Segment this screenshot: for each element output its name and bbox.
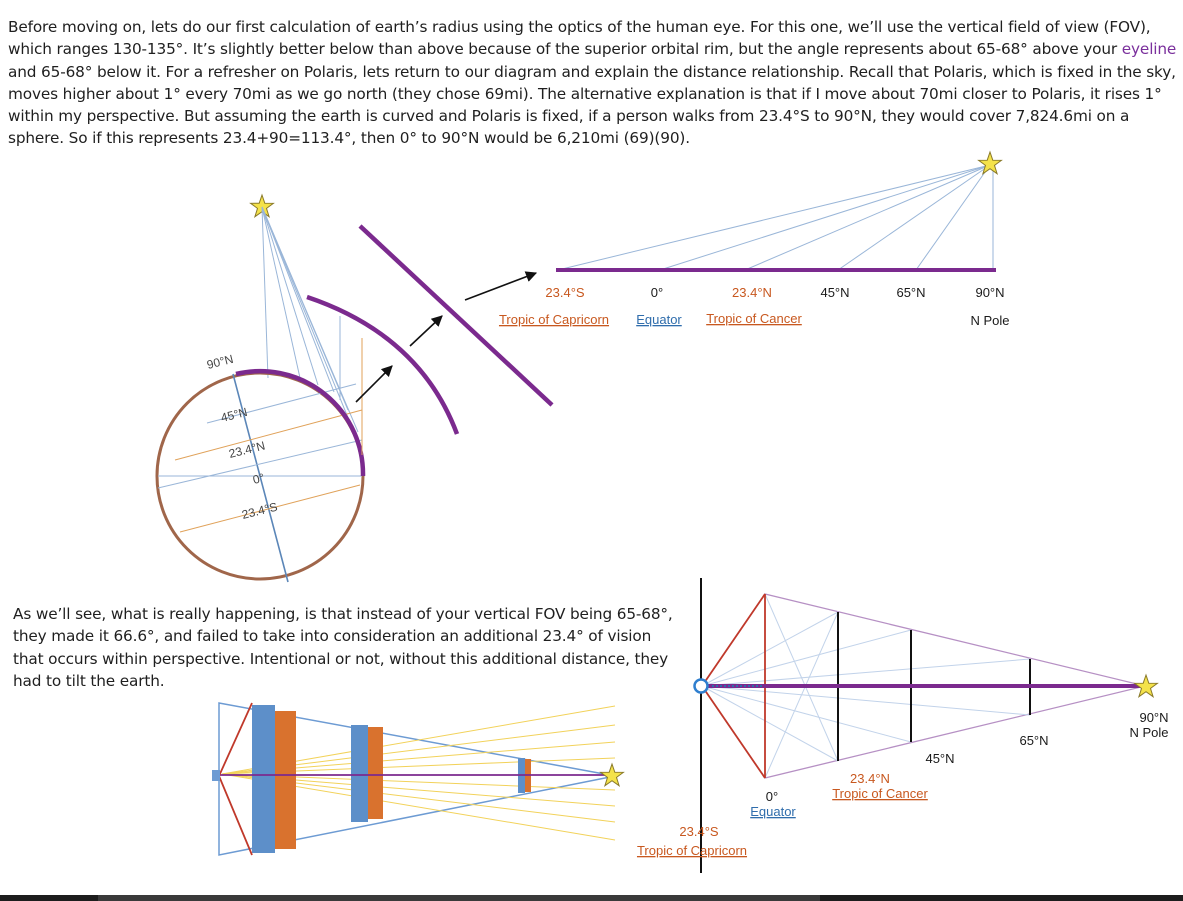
persp-caption-equator: Equator <box>750 804 796 819</box>
persp-label-23n: 23.4°N <box>850 771 890 786</box>
flat-rays <box>558 165 993 270</box>
globe-label-equator: 0° <box>251 470 266 487</box>
flat-lat-90n: 90°N <box>975 285 1005 300</box>
flat-lat-45n: 45°N <box>820 285 850 300</box>
flat-lat-65n: 65°N <box>896 285 926 300</box>
globe-diagram <box>157 195 363 582</box>
column-orange-mid <box>368 727 383 819</box>
eye-polaris-star-icon <box>601 764 624 786</box>
intro-text-after: and 65-68° below it. For a refresher on Polaris, lets return to our diagram and explain the distance relationship. Recall that Polaris, which is fixed in the sky, moves higher about 1° every 70mi as we go north (they chose 69mi). The alternative explanation is that if I move about 70mi closer to Polaris, it rises 1° within my perspective. But assuming the earth is curved and Polaris is fixed, if a person walks from 23.4°S to 90°N, they would cover 7,824.6mi on a sphere. So if this represents 23.4+90=113.4°, then 0° to 90°N would be 6,210mi (69)(90). <box>8 62 1176 148</box>
eye-icon <box>212 770 220 781</box>
column-blue-near <box>252 705 275 853</box>
globe-label-23s: 23.4°S <box>240 499 279 522</box>
conclusion-paragraph: As we’ll see, what is really happening, is that instead of your vertical FOV being 65-68°, they made it 66.6°, and failed to take into consideration an additional 23.4° of vision that occurs within perspective. Intentional or not, without this additional distance, they had to tilt the earth. <box>13 605 673 691</box>
globe-label-23n: 23.4°N <box>227 438 267 461</box>
persp-caption-cancer: Tropic of Cancer <box>832 786 928 801</box>
flat-caption-cancer: Tropic of Cancer <box>706 311 802 326</box>
flat-caption-npole: N Pole <box>970 313 1010 328</box>
flat-caption-capricorn: Tropic of Capricorn <box>498 312 610 327</box>
persp-label-65n: 65°N <box>1019 733 1049 748</box>
eyeline-link[interactable]: eyeline <box>1121 40 1177 59</box>
flat-lat-0: 0° <box>650 285 664 300</box>
flat-caption-equator: Equator <box>636 312 682 327</box>
arrow-1-icon <box>356 366 392 402</box>
globe-label-90n: 90°N <box>205 351 235 372</box>
arrow-3-icon <box>465 273 536 300</box>
perspective-diagram <box>637 578 1169 873</box>
flat-line-diagram <box>499 152 1010 328</box>
bottom-dark-bar <box>0 895 1183 901</box>
persp-label-23s: 23.4°S <box>679 824 719 839</box>
perspective-polaris-star-icon <box>1135 675 1158 697</box>
flat-lat-23n: 23.4°N <box>732 285 772 300</box>
eye-perspective-diagram <box>212 703 623 855</box>
globe-label-45n: 45°N <box>219 404 249 425</box>
persp-label-equator: 0° <box>765 789 779 804</box>
persp-label-90n: 90°N <box>1139 710 1169 725</box>
arrow-2-icon <box>410 316 442 346</box>
intro-text-before: Before moving on, lets do our first calculation of earth’s radius using the optics of the human eye. For this one, we’ll use the vertical field of view (FOV), which ranges 130-135°. It’s slightly better below than above because of the superior orbital rim, but the angle represents about 65-68° above your <box>8 18 1151 59</box>
observer-eye-icon <box>695 680 708 693</box>
column-blue-mid <box>351 725 368 822</box>
persp-label-npole: N Pole <box>1129 725 1169 740</box>
persp-label-45n: 45°N <box>925 751 955 766</box>
column-orange-near <box>275 711 296 849</box>
fov-wedge <box>219 703 252 855</box>
persp-caption-capricorn: Tropic of Capricorn <box>636 843 748 858</box>
flat-lat-23s: 23.4°S <box>545 285 585 300</box>
